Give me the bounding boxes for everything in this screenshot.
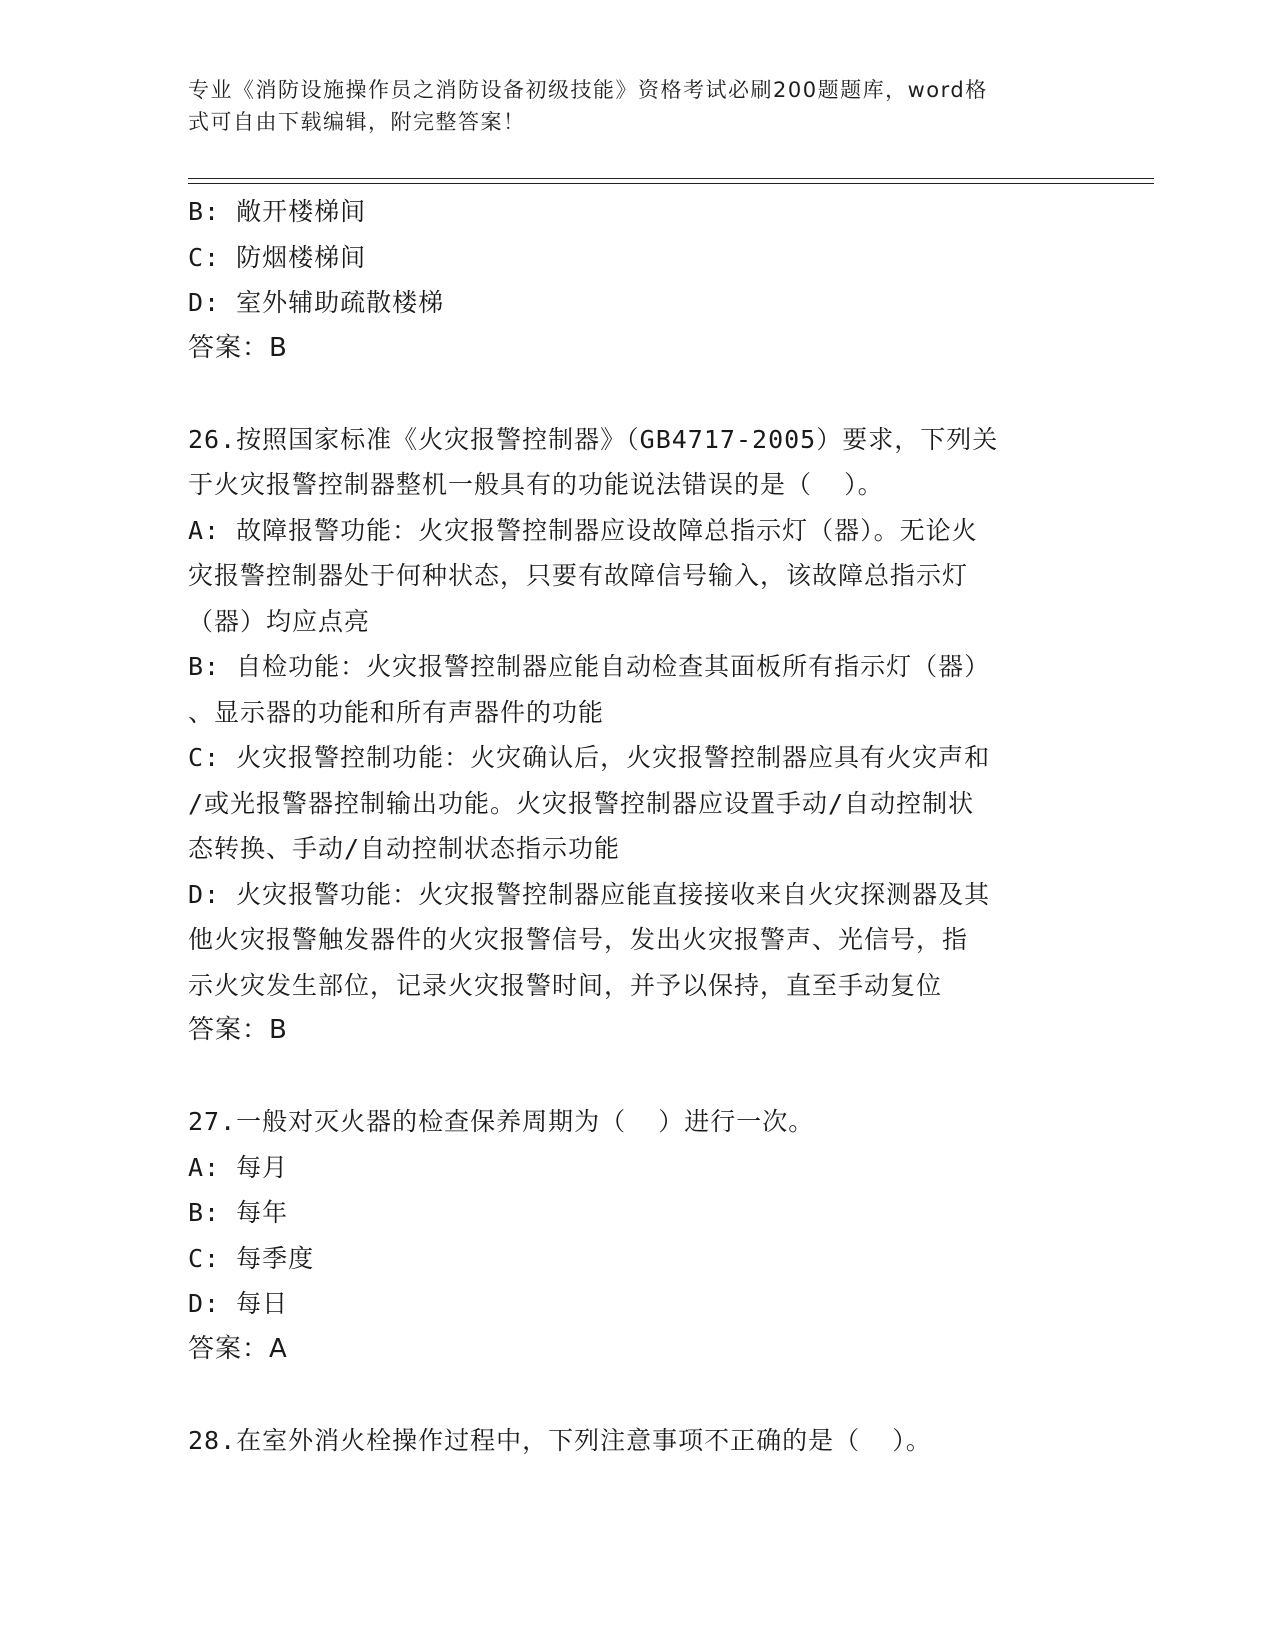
- option-d-line: D: 火灾报警功能：火灾报警控制器应能直接接收来自火灾探测器及其: [188, 879, 991, 909]
- option-a-line: A: 故障报警功能：火灾报警控制器应设故障总指示灯（器）。无论火: [188, 515, 978, 545]
- option-c-line: /或光报警器控制输出功能。火灾报警控制器应设置手动/自动控制状: [188, 788, 975, 818]
- option-b-line: 、显示器的功能和所有声器件的功能: [188, 697, 605, 727]
- option-a-line: （器）均应点亮: [188, 606, 371, 636]
- spacer: [188, 1372, 1078, 1418]
- option-c-line: C: 火灾报警控制功能：火灾确认后，火灾报警控制器应具有火灾声和: [188, 743, 991, 772]
- answer-line: 答案：A: [188, 1333, 288, 1364]
- document-header: [188, 74, 1068, 138]
- header-divider-bottom: [188, 183, 1154, 184]
- option-b: B: 每年: [188, 1198, 289, 1227]
- spacer: [188, 371, 1078, 417]
- question-stem-line: 28.在室外消火栓操作过程中，下列注意事项不正确的是（ ）。: [188, 1425, 932, 1455]
- question-list: [188, 189, 1078, 1463]
- question-stem-line: 27.一般对灭火器的检查保养周期为（ ）进行一次。: [188, 1107, 815, 1136]
- option-a-line: 灾报警控制器处于何种状态，只要有故障信号输入，该故障总指示灯: [188, 561, 969, 590]
- option-c: C: 每季度: [188, 1243, 315, 1273]
- option-d: D: 室外辅助疏散楼梯: [188, 288, 445, 317]
- header-line-1: 专业《消防设施操作员之消防设备初级技能》资格考试必刷200题题库，word格: [188, 78, 988, 102]
- header-divider-top: [188, 178, 1154, 179]
- question-27: [188, 1099, 1078, 1372]
- option-a: A: 每月: [188, 1152, 289, 1182]
- option-d: D: 每日: [188, 1289, 289, 1318]
- option-d-line: 他火灾报警触发器件的火灾报警信号，发出火灾报警声、光信号，指: [188, 925, 969, 954]
- option-b-line: B: 自检功能：火灾报警控制器应能自动检查其面板所有指示灯（器）: [188, 652, 991, 681]
- answer-line: 答案：B: [188, 1015, 288, 1045]
- spacer: [188, 1054, 1078, 1100]
- option-c-line: 态转换、手动/自动控制状态指示功能: [188, 834, 621, 863]
- option-b: B: 敞开楼梯间: [188, 197, 367, 226]
- header-line-2: 式可自由下载编辑，附完整答案！: [188, 110, 526, 134]
- answer-line: 答案：B: [188, 332, 288, 363]
- question-stem-line: 于火灾报警控制器整机一般具有的功能说法错误的是（ ）。: [188, 470, 884, 499]
- question-26: [188, 417, 1078, 1054]
- option-d-line: 示火灾发生部位，记录火灾报警时间，并予以保持，直至手动复位: [188, 970, 943, 1000]
- question-stem-line: 26.按照国家标准《火灾报警控制器》（GB4717-2005）要求，下列关: [188, 424, 999, 454]
- option-c: C: 防烟楼梯间: [188, 242, 367, 272]
- question-25: [188, 189, 1078, 371]
- question-28: [188, 1418, 1078, 1464]
